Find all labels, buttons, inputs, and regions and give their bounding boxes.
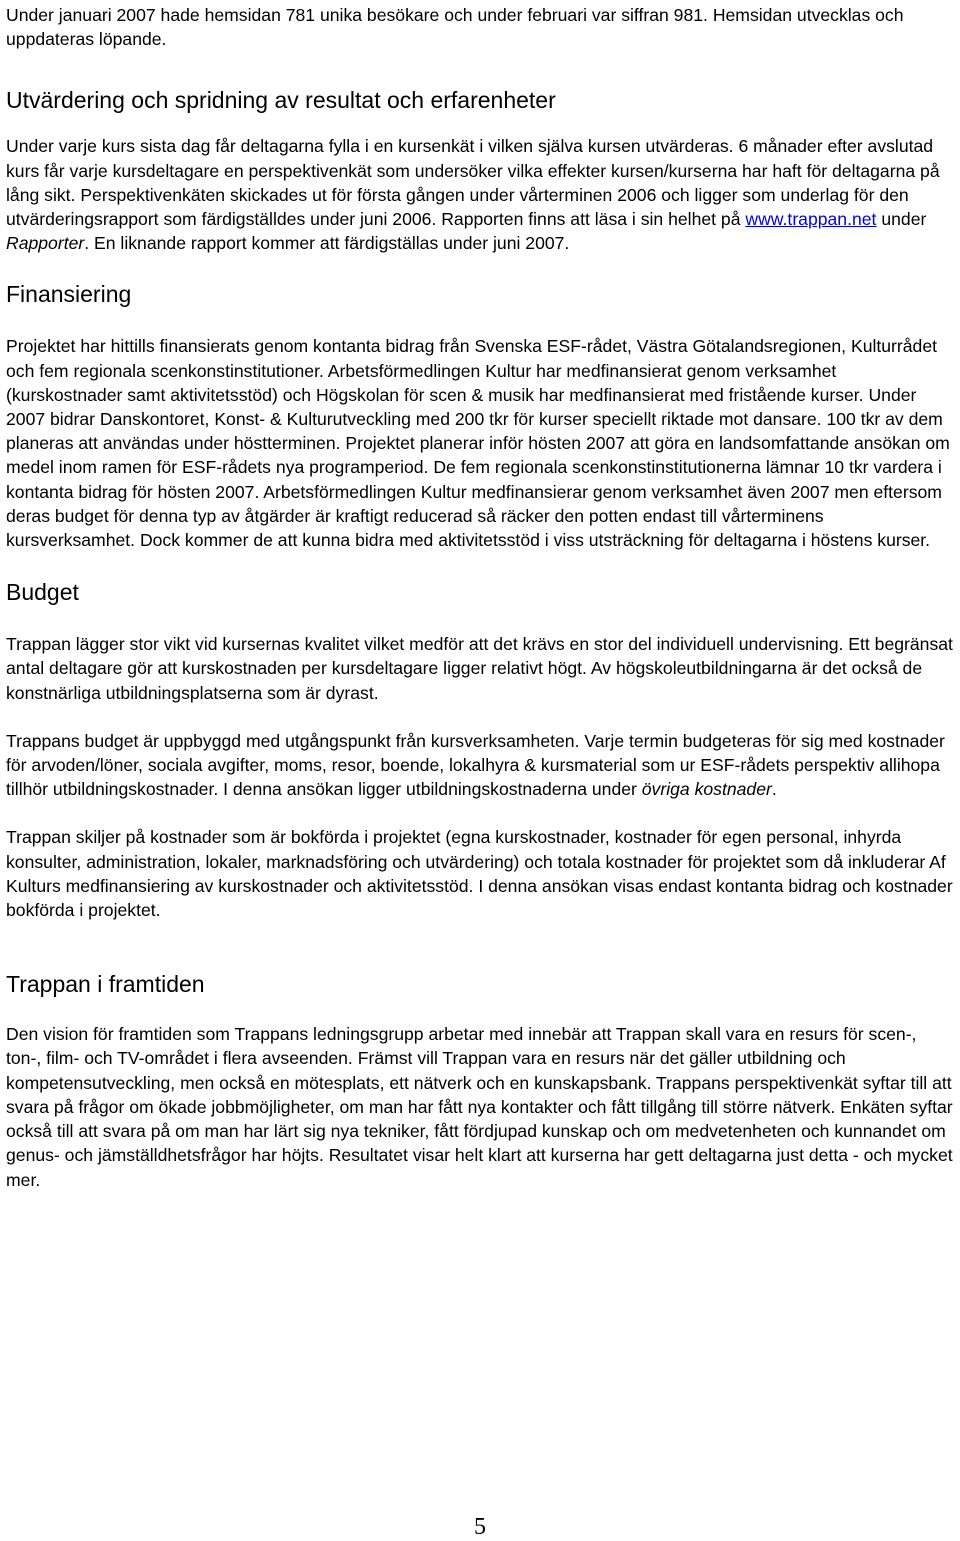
section-heading-framtiden: Trappan i framtiden: [6, 971, 205, 998]
utvardering-text-end: . En liknande rapport kommer att färdigställas under juni 2007.: [84, 233, 570, 254]
budget-paragraph-2: [6, 729, 956, 802]
utvardering-text-under: under: [876, 209, 927, 230]
section-heading-finansiering: Finansiering: [6, 281, 132, 308]
intro-paragraph: Under januari 2007 hade hemsidan 781 unika besökare och under februari var siffran 981. Hemsidan utvecklas och uppdateras löpande.: [6, 5, 904, 50]
section-heading-utvardering: Utvärdering och spridning av resultat och erfarenheter: [6, 87, 556, 114]
framtiden-paragraph: Den vision för framtiden som Trappans ledningsgrupp arbetar med innebär att Trappan skall vara en resurs för scen-, ton-, film- och TV-området i flera avseenden. Främst vill Trappan vara en resurs när det gäller utbildning och kompetensutveckling, men också en mötesplats, ett nätverk och en kunskapsbank. Trappans perspektivenkät syftar till att svara på frågor om ökade jobbmöjligheter, om man har fått nya kontakter och fått tillgång till större nätverk. Enkäten syftar också till att svara på om man har lärt sig nya tekniker, fått fördjupad kunskap och om medvetenheten och kunnandet om genus- och jämställdhetsfrågor har höjts. Resultatet visar helt klart att kurserna har gett deltagarna just detta - och mycket mer.: [6, 1024, 953, 1190]
utvardering-text-start: Under varje kurs sista dag får deltagarna fylla i en kursenkät i vilken själva kursen utvärderas. 6 månader efter avslutad kurs får varje kursdeltagare en perspektivenkät som undersöker vilka effekter kursen/kurserna har haft för deltagarna på lång sikt. Perspektivenkäten skickades ut för första gången under vårterminen 2006 och ligger som underlag för den utvärderingsrapport som färdigställdes under juni 2006. Rapporten finns att läsa i sin helhet på: [6, 136, 940, 230]
section-heading-budget: Budget: [6, 579, 79, 606]
page-number: 5: [474, 1514, 486, 1540]
budget-paragraph-1: Trappan lägger stor vikt vid kursernas kvalitet vilket medför att det krävs en stor del individuell undervisning. Ett begränsat antal deltagare gör att kurskostnaden per kursdeltagare ligger relativt högt. Av högskoleutbildningarna är det också de konstnärliga utbildningsplatserna som är dyrast.: [6, 634, 953, 703]
utvardering-paragraph: [6, 134, 956, 255]
budget-p2-text: Trappans budget är uppbyggd med utgångspunkt från kursverksamheten. Varje termin budgeteras för sig med kostnader för arvoden/löner, sociala avgifter, moms, resor, boende, lokalhyra & kursmaterial som ur ESF-rådets perspektiv allihopa tillhör utbildningskostnader. I denna ansökan ligger utbildningskostnaderna under: [6, 730, 945, 800]
budget-p2-end: .: [771, 779, 777, 800]
finansiering-paragraph: Projektet har hittills finansierats genom kontanta bidrag från Svenska ESF-rådet, Västra Götalandsregionen, Kulturrådet och fem regionala scenkonstinstitutioner. Arbetsförmedlingen Kultur har medfinansierat genom verksamhet (kurskostnader samt aktivitetsstöd) och Högskolan för scen & musik har medfinansierat med fristående kurser. Under 2007 bidrar Danskontoret, Konst- & Kulturutveckling med 200 tkr för kurser speciellt riktade mot dansare. 100 tkr av dem planeras att användas under höstterminen. Projektet planerar inför hösten 2007 att göra en landsomfattande ansökan om medel inom ramen för ESF-rådets nya programperiod. De fem regionala scenkonstinstitutionerna lämnar 10 tkr vardera i kontanta bidrag för hösten 2007. Arbetsförmedlingen Kultur medfinansierar genom verksamhet även 2007 men eftersom deras budget för denna typ av åtgärder är kraftigt reducerad så räcker den potten endast till vårterminens kursverksamhet. Dock kommer de att kunna bidra med aktivitetsstöd i viss utsträckning för deltagarna i höstens kurser.: [6, 336, 950, 551]
budget-paragraph-3: Trappan skiljer på kostnader som är bokförda i projektet (egna kurskostnader, kostnader för egen personal, inhyrda konsulter, administration, lokaler, marknadsföring och utvärdering) och totala kostnader för projektet som då inkluderar Af Kulturs medfinansiering av kurskostnader och aktivitetsstöd. I denna ansökan visas endast kontanta bidrag och kostnader bokförda i projektet.: [6, 827, 953, 921]
trappan-website-link[interactable]: www.trappan.net: [745, 209, 877, 230]
ovriga-kostnader-italic: övriga kostnader: [641, 779, 772, 800]
rapporter-italic: Rapporter: [6, 233, 85, 254]
document-page: [6, 0, 956, 1192]
